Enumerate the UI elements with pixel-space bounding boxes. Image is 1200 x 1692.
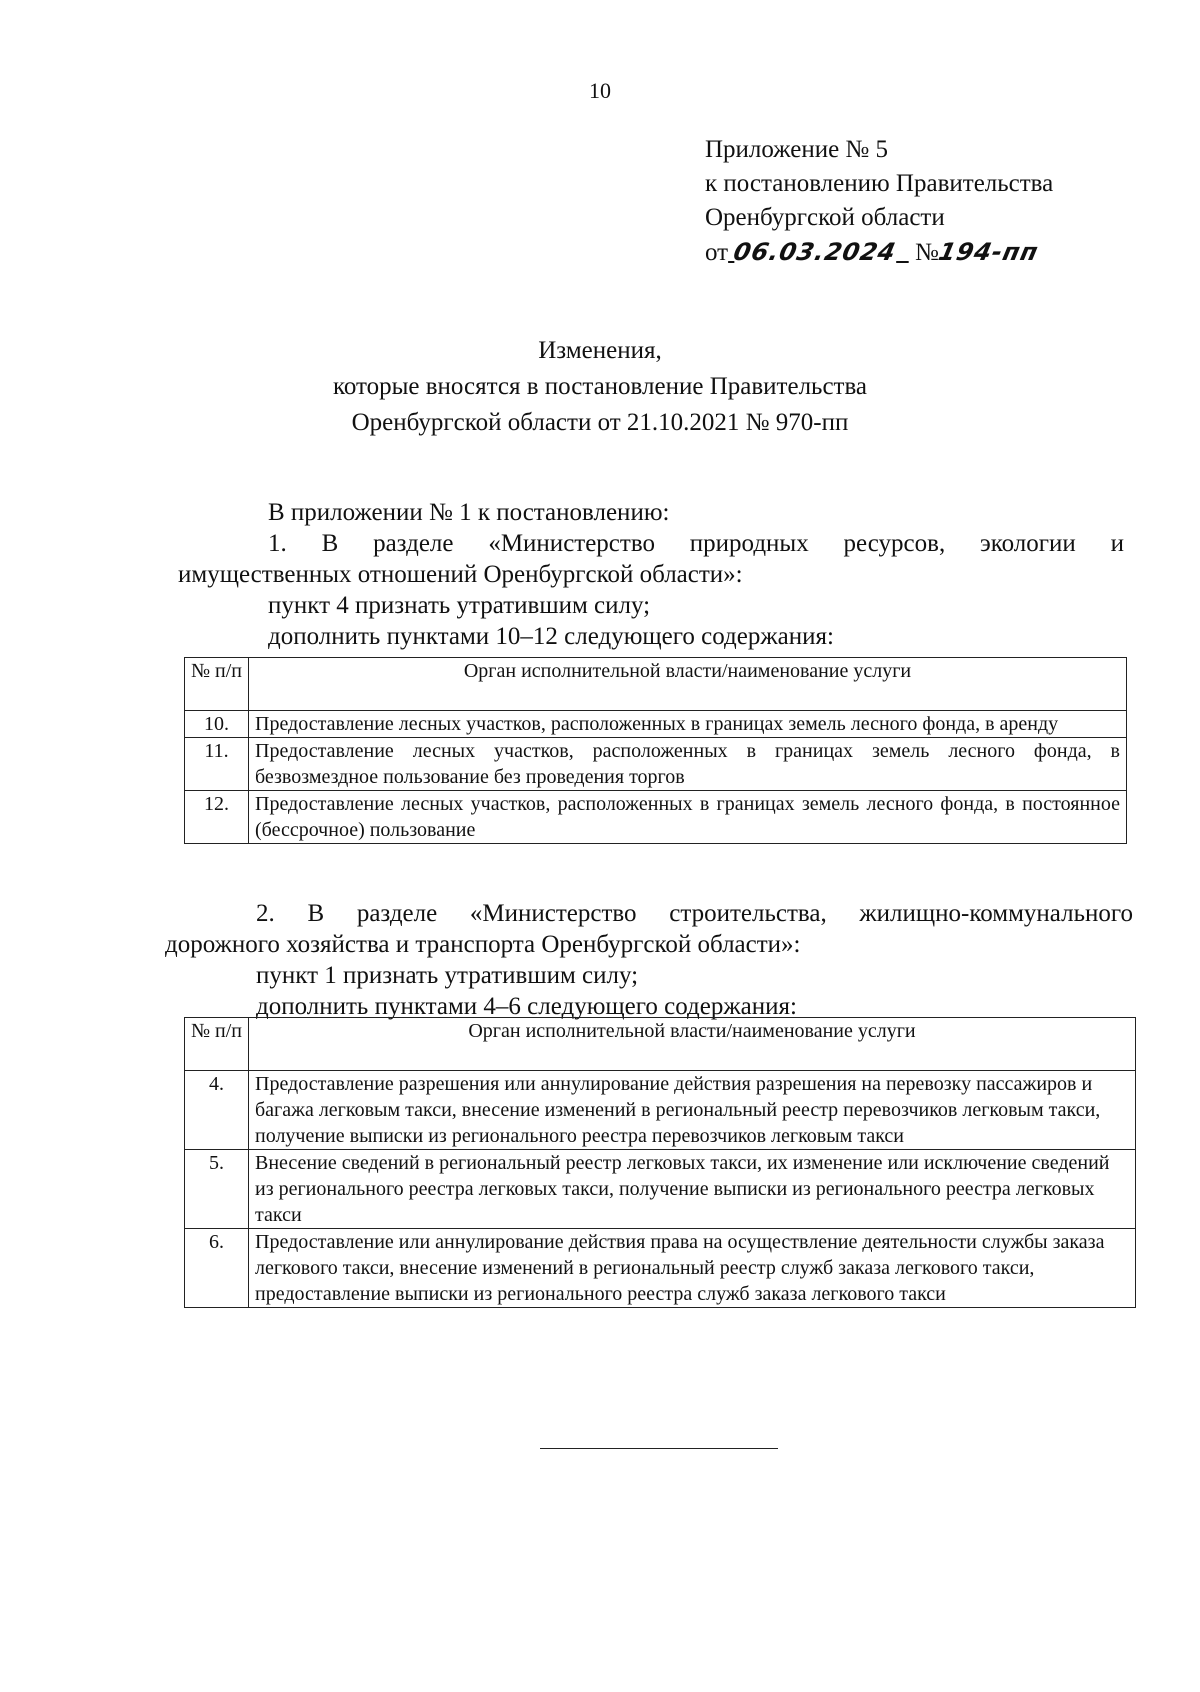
- title-line-1: Изменения,: [538, 337, 662, 364]
- table-row: [185, 1071, 1136, 1150]
- table-row: [185, 1150, 1136, 1229]
- row-num: 4.: [185, 1071, 249, 1150]
- intro-paragraph: В приложении № 1 к постановлению:: [268, 499, 670, 526]
- row-num: 12.: [185, 791, 249, 844]
- section-2-point: пункт 1 признать утратившим силу;: [256, 962, 639, 989]
- section-2-line-1: 2. В разделе «Министерство строительства, жилищно-коммунального: [256, 900, 1133, 927]
- section-1-line-2: имущественных отношений Оренбургской области»:: [178, 561, 743, 588]
- header-name: Орган исполнительной власти/наименование услуги: [249, 658, 1127, 711]
- row-text: Предоставление лесных участков, расположенных в границах земель лесного фонда, в аренду: [249, 711, 1127, 738]
- table-row: [185, 791, 1127, 844]
- appendix-line-3: Оренбургской области: [705, 204, 945, 231]
- table-header-row: [185, 1018, 1136, 1071]
- row-text: Предоставление разрешения или аннулирование действия разрешения на перевозку пассажиров и багажа легковым такси, внесение изменений в региональный реестр перевозчиков легковым такси, получение выписки из регионального реестра перевозчиков легковым такси: [249, 1071, 1136, 1150]
- row-text: Внесение сведений в региональный реестр легковых такси, их изменение или исключение сведений из регионального реестра легковых такси, получение выписки из регионального реестра легковых такси: [249, 1150, 1136, 1229]
- number-field: [935, 238, 1042, 266]
- number-prefix: №: [914, 239, 939, 266]
- appendix-line-1: Приложение № 5: [705, 136, 889, 163]
- table-row: [185, 711, 1127, 738]
- row-num: 5.: [185, 1150, 249, 1229]
- section-1-add: дополнить пунктами 10–12 следующего содержания:: [268, 623, 834, 650]
- row-text: Предоставление лесных участков, расположенных в границах земель лесного фонда, в безвозмездное пользование без проведения торгов: [249, 738, 1127, 791]
- table-header-row: [185, 658, 1127, 711]
- number-value: 194-пп: [935, 238, 1042, 266]
- table-2: [184, 1017, 1136, 1308]
- table-row: [185, 738, 1127, 791]
- appendix-date-line: [705, 235, 1053, 270]
- table-1: [184, 657, 1127, 844]
- title-line-3: Оренбургской области от 21.10.2021 № 970-пп: [351, 409, 849, 436]
- appendix-line-2: к постановлению Правительства: [705, 170, 1054, 197]
- row-text: Предоставление или аннулирование действия права на осуществление деятельности службы заказа легкового такси, внесение изменений в региональный реестр служб заказа легкового такси, предоставление выписки из регионального реестра служб заказа легкового такси: [249, 1229, 1136, 1308]
- appendix-header: [705, 133, 1053, 270]
- section-1-point: пункт 4 признать утратившим силу;: [268, 592, 651, 619]
- closing-rule: [540, 1448, 778, 1449]
- row-text: Предоставление лесных участков, расположенных в границах земель лесного фонда, в постоянное (бессрочное) пользование: [249, 791, 1127, 844]
- document-title: [0, 333, 1200, 441]
- header-num: № п/п: [185, 1018, 249, 1071]
- section-1-line-1: 1. В разделе «Министерство природных ресурсов, экологии и: [268, 530, 1124, 557]
- header-name: Орган исполнительной власти/наименование услуги: [249, 1018, 1136, 1071]
- row-num: 6.: [185, 1229, 249, 1308]
- section-2-line-2: дорожного хозяйства и транспорта Оренбургской области»:: [165, 931, 801, 958]
- section-2-add: дополнить пунктами 4–6 следующего содержания:: [256, 993, 797, 1020]
- page-number: 10: [589, 78, 611, 103]
- date-field: [728, 239, 909, 266]
- row-num: 10.: [185, 711, 249, 738]
- title-line-2: которые вносятся в постановление Правительства: [332, 373, 868, 400]
- row-num: 11.: [185, 738, 249, 791]
- header-num: № п/п: [185, 658, 249, 711]
- date-value: 06.03.2024: [731, 238, 900, 266]
- date-prefix: от: [705, 239, 729, 266]
- table-row: [185, 1229, 1136, 1308]
